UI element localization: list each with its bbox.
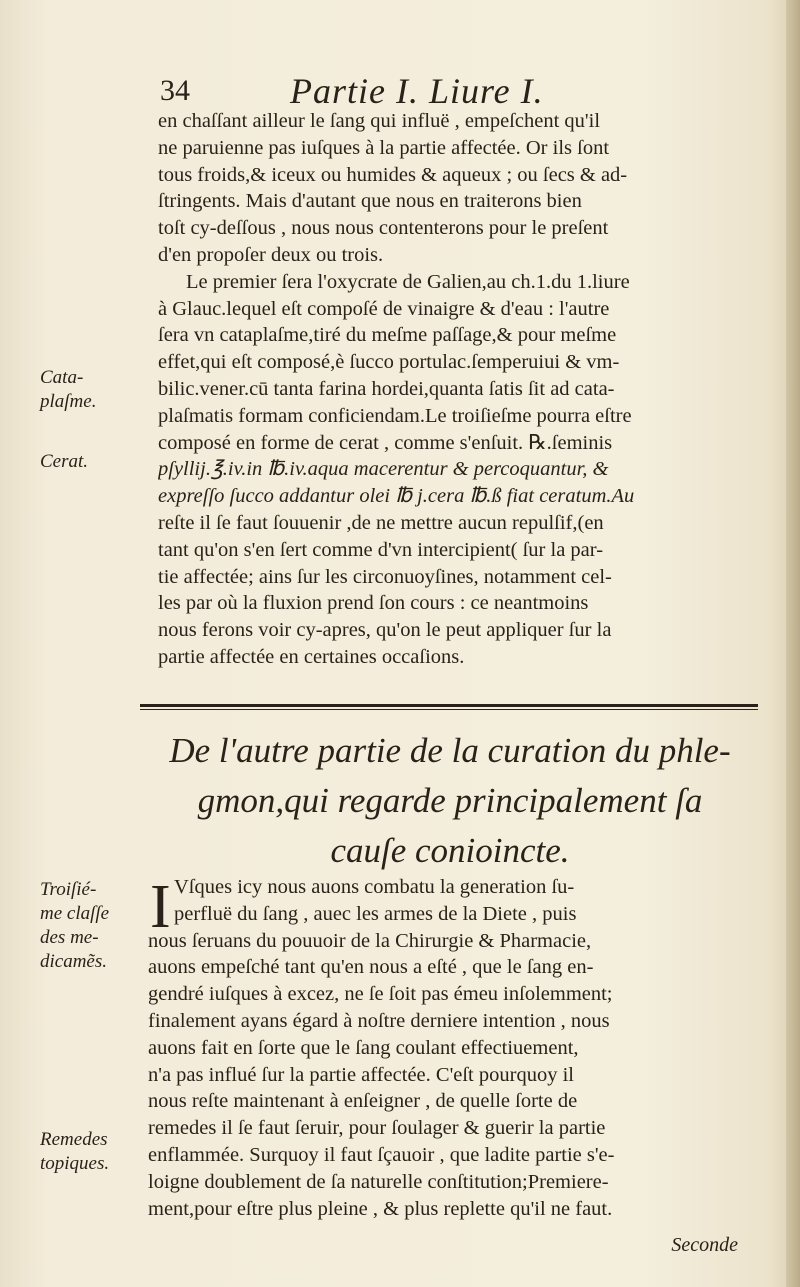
folio-number: 34 (160, 74, 190, 107)
text-line: finalement ayans égard à noſtre derniere intention , nous (148, 1009, 610, 1032)
text-line: n'a pas influé ſur la partie affectée. C'eſt pourquoy il (148, 1063, 574, 1086)
text-line: auons fait en ſorte que le ſang coulant effectiuement, (148, 1036, 579, 1059)
catchword: Seconde (671, 1234, 738, 1256)
margin-note-cataplasme: Cata- plaſme. (40, 367, 97, 412)
text-line: remedes il ſe faut ſeruir, pour ſoulager & guerir la partie (148, 1117, 606, 1140)
text-line: Vſques icy nous auons combatu la generation ſu- (174, 876, 575, 898)
text-line: pſyllij.℥.iv.in ℔.iv.aqua macerentur & percoquantur, & (158, 458, 609, 481)
text-line: toſt cy-deſſous , nous nous contenterons pour le preſent (158, 217, 609, 240)
text-line: d'en propoſer deux ou trois. (158, 243, 384, 266)
text-line: tous froids,& iceux ou humides & aqueux ; ou ſecs & ad- (158, 163, 628, 186)
text-line: composé en forme de cerat , comme s'enſuit. ℞.ſeminis (158, 431, 613, 454)
text-line: nous ſeruans du pouuoir de la Chirurgie & Pharmacie, (148, 929, 592, 952)
section-title-line: gmon,qui regarde principalement ſa (197, 781, 703, 820)
section-rule-thin (140, 709, 758, 710)
text-line: bilic.vener.cū tanta farina hordei,quanta ſatis ſit ad cata- (158, 377, 615, 400)
margin-note-cerat: Cerat. (40, 451, 89, 472)
margin-note-remedes: Remedes topiques. (40, 1129, 110, 1174)
text-line: ment,pour eſtre plus pleine , & plus replette qu'il ne faut. (148, 1197, 613, 1220)
margin-note-troisieme-classe: Troiſié- me claſſe des me- dicamẽs. (40, 879, 110, 972)
drop-capital: I (150, 873, 171, 941)
text-line: effet,qui eſt composé,è ſucco portulac.ſemperuiui & vm- (158, 351, 620, 374)
text-line: ſera vn cataplaſme,tiré du meſme paſſage,& pour meſme (158, 324, 617, 347)
section-rule (140, 704, 758, 707)
main-text (158, 108, 768, 671)
text-line: à Glauc.lequel eſt compoſé de vinaigre & d'eau : l'autre (158, 297, 610, 320)
text-line: auons empeſché tant qu'en nous a eſté , que le ſang en- (148, 956, 594, 979)
text-line: en chaſſant ailleur le ſang qui influë , empeſchent qu'il (158, 110, 601, 132)
text-line: nous ferons voir cy-apres, qu'on le peut appliquer ſur la (158, 619, 612, 642)
text-line: expreſſo ſucco addantur olei ℔ j.cera ℔.ß fiat ceratum.Au (158, 485, 635, 508)
text-line: ſtringents. Mais d'autant que nous en traiterons bien (158, 190, 582, 213)
section-title-line: De l'autre partie de la curation du phle- (169, 731, 731, 770)
text-line: reſte il ſe faut ſouuenir ,de ne mettre aucun repulſif,(en (158, 511, 604, 534)
page-gutter (786, 0, 800, 1287)
text-line: tant qu'on s'en ſert comme d'vn intercipient( ſur la par- (158, 538, 604, 561)
section-title (140, 726, 760, 876)
text-line: les par où la fluxion prend ſon cours : ce neantmoins (158, 592, 589, 615)
text-line: Le premier ſera l'oxycrate de Galien,au ch.1.du 1.liure (186, 270, 630, 293)
text-line: partie affectée en certaines occaſions. (158, 645, 465, 668)
text-line: enflammée. Surquoy il faut ſçauoir , que ladite partie s'e- (148, 1143, 615, 1166)
section-text (148, 874, 766, 1222)
text-line: tie affectée; ains ſur les circonuoyſines, notamment cel- (158, 565, 612, 588)
text-line: ne paruienne pas iuſques à la partie affectée. Or ils ſont (158, 136, 610, 159)
section-title-line: cauſe conioincte. (330, 831, 570, 870)
text-line: nous reſte maintenant à enſeigner , de quelle ſorte de (148, 1090, 578, 1113)
text-line: loigne doublement de ſa naturelle conſtitution;Premiere- (148, 1170, 609, 1193)
text-line: plaſmatis formam conficiendam.Le troiſieſme pourra eſtre (158, 404, 632, 427)
text-line: gendré iuſques à excez, ne ſe ſoit pas émeu inſolemment; (148, 983, 613, 1006)
text-line: perfluë du ſang , auec les armes de la Diete , puis (174, 902, 577, 925)
running-head: Partie I. Liure I. (290, 71, 544, 111)
